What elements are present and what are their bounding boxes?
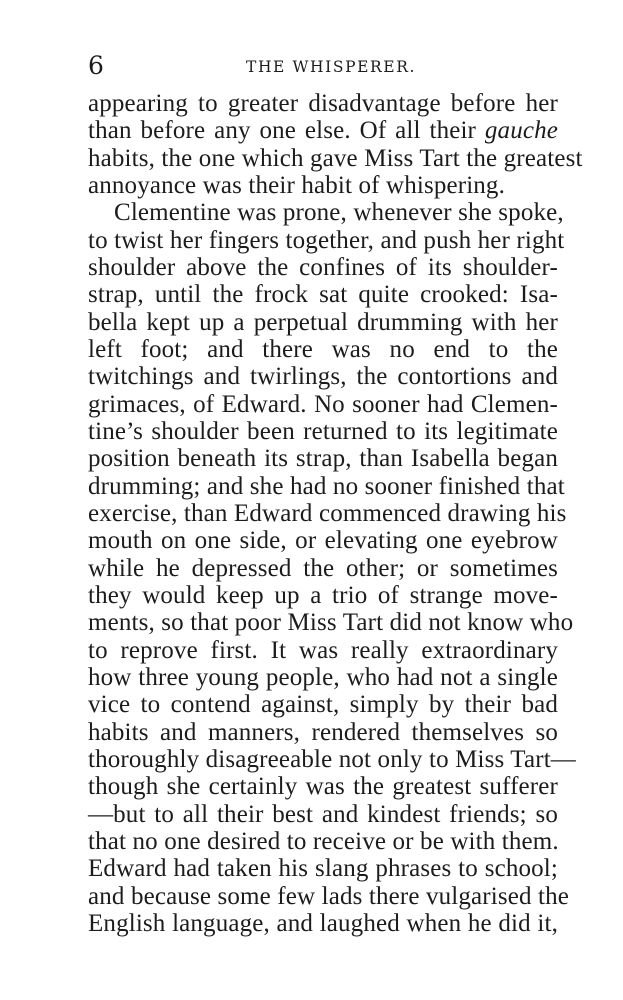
text-line-1: appearing to greater disadvantage before her [88,90,558,117]
text-line-23: vice to contend against, simply by their bad [88,691,558,719]
text-line-16: exercise, than Edward commenced drawing his [88,499,567,527]
text-line-7: shoulder above the confines of its shoulder- [88,253,558,281]
text-line-4: annoyance was their habit of whispering. [88,171,505,199]
text-line-8: strap, until the frock sat quite crooked: Isa- [88,281,558,309]
text-line-2 [88,117,558,144]
text-line-12: grimaces, of Edward. No sooner had Clemen- [88,390,558,418]
running-head: THE WHISPERER. [246,58,417,76]
text-line-9: bella kept up a perpetual drumming with her [88,308,558,336]
text-line-27: —but to all their best and kindest friends; so [88,800,558,828]
text-line-25: thoroughly disagreeable not only to Miss Tart— [88,745,576,773]
text-line-17: mouth on one side, or elevating one eyebrow [88,527,558,555]
text-line-15: drumming; and she had no sooner finished that [88,472,565,500]
text-line-24: habits and manners, rendered themselves so [88,718,558,746]
text-line-18: while he depressed the other; or sometimes [88,554,558,582]
body-text [88,90,583,937]
text-line-3: habits, the one which gave Miss Tart the greatest [88,144,583,172]
text-line-19: they would keep up a trio of strange move- [88,581,558,609]
text-line-30: and because some few lads there vulgarised the [88,882,570,910]
text-line-13: tine’s shoulder been returned to its legitimate [88,417,558,445]
text-line-5: Clementine was prone, whenever she spoke, [114,199,564,227]
page-number: 6 [88,51,104,80]
text-line-6: to twist her fingers together, and push her right [88,226,565,254]
text-line-22: how three young people, who had not a single [88,663,558,691]
text-line-20: ments, so that poor Miss Tart did not know who [88,609,574,637]
text-line-10: left foot; and there was no end to the [88,335,558,363]
text-line-28: that no one desired to receive or be with them. [88,827,559,855]
text-line-14: position beneath its strap, than Isabella began [88,445,558,473]
text-line-31: English language, and laughed when he did it, [88,909,558,937]
text-line-2-plain: than before any one else. Of all their [88,117,485,145]
page-header [88,50,558,82]
italic-word: gauche [484,117,558,145]
text-line-26: though she certainly was the greatest sufferer [88,773,558,801]
text-line-21: to reprove first. It was really extraordinary [88,636,558,664]
text-line-29: Edward had taken his slang phrases to school; [88,855,558,883]
text-line-11: twitchings and twirlings, the contortions and [88,363,558,391]
